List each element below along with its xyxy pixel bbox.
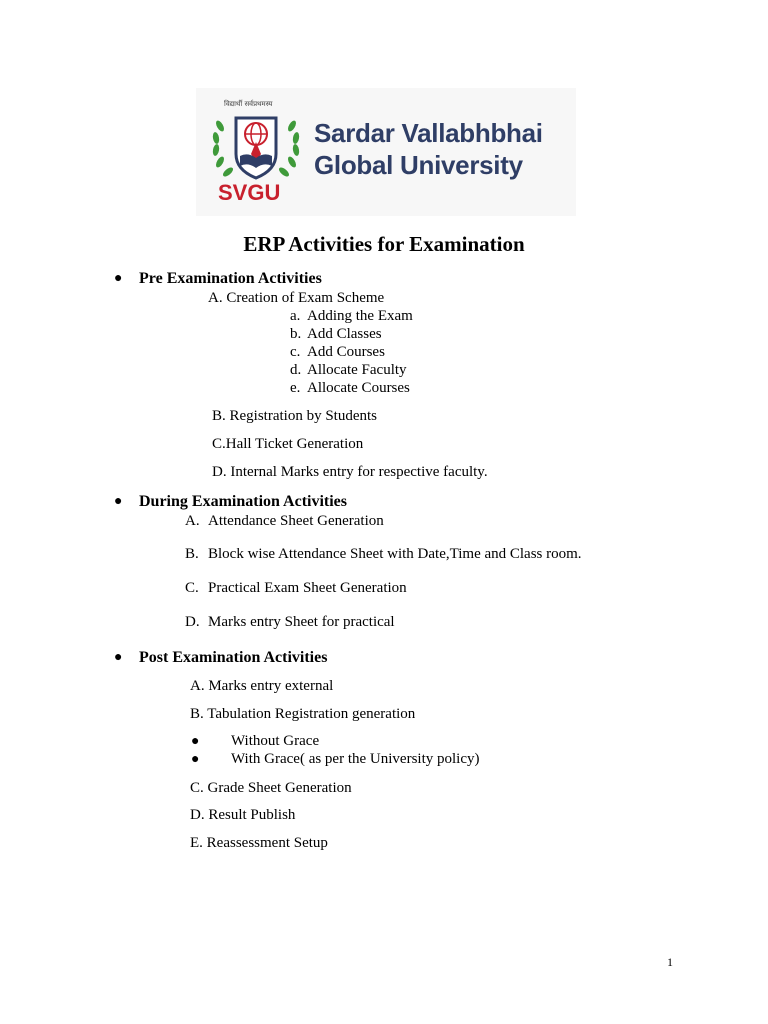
list-marker: d. bbox=[290, 362, 302, 378]
list-item: Block wise Attendance Sheet with Date,Time and Class room. bbox=[208, 546, 582, 562]
list-marker: e. bbox=[290, 380, 301, 396]
list-marker: b. bbox=[290, 326, 302, 342]
list-item: D. Result Publish bbox=[190, 807, 296, 823]
list-item: Allocate Courses bbox=[307, 380, 410, 396]
list-item: Marks entry Sheet for practical bbox=[208, 614, 395, 630]
bullet-icon: ● bbox=[191, 734, 200, 749]
bullet-icon: ● bbox=[191, 752, 200, 767]
list-item: Practical Exam Sheet Generation bbox=[208, 580, 407, 596]
logo-abbreviation: SVGU bbox=[218, 180, 281, 205]
list-marker: B. bbox=[185, 546, 199, 562]
list-item: Without Grace bbox=[231, 733, 320, 749]
list-item: B. Registration by Students bbox=[212, 408, 377, 424]
list-marker: c. bbox=[290, 344, 301, 360]
list-item: A. Marks entry external bbox=[190, 678, 334, 694]
logo-motto: विद्यार्थी सर्वप्रथमस्य bbox=[224, 100, 273, 108]
logo-name-line1: Sardar Vallabhbhai bbox=[314, 118, 543, 148]
list-item: E. Reassessment Setup bbox=[190, 835, 328, 851]
list-item: A. Creation of Exam Scheme bbox=[208, 290, 385, 306]
bullet-icon: ● bbox=[114, 494, 123, 509]
section-heading-post: Post Examination Activities bbox=[139, 649, 328, 666]
university-logo bbox=[196, 88, 576, 216]
page-number: 1 bbox=[667, 955, 673, 969]
bullet-icon: ● bbox=[114, 271, 123, 286]
list-marker: D. bbox=[185, 614, 200, 630]
list-item: C. Grade Sheet Generation bbox=[190, 780, 352, 796]
list-item: Allocate Faculty bbox=[307, 362, 407, 378]
list-marker: A. bbox=[185, 513, 200, 529]
bullet-icon: ● bbox=[114, 650, 123, 665]
list-item: C.Hall Ticket Generation bbox=[212, 436, 364, 452]
document-title: ERP Activities for Examination bbox=[243, 232, 525, 256]
section-heading-pre: Pre Examination Activities bbox=[139, 270, 322, 287]
list-item: Add Classes bbox=[307, 326, 382, 342]
list-item: D. Internal Marks entry for respective faculty. bbox=[212, 464, 488, 480]
logo-name-line2: Global University bbox=[314, 150, 523, 180]
list-item: Add Courses bbox=[307, 344, 385, 360]
section-heading-during: During Examination Activities bbox=[139, 493, 348, 510]
list-item: Attendance Sheet Generation bbox=[208, 513, 384, 529]
list-marker: C. bbox=[185, 580, 199, 596]
list-item: With Grace( as per the University policy) bbox=[231, 751, 480, 767]
list-marker: a. bbox=[290, 308, 301, 324]
list-item: B. Tabulation Registration generation bbox=[190, 706, 416, 722]
list-item: Adding the Exam bbox=[307, 308, 413, 324]
